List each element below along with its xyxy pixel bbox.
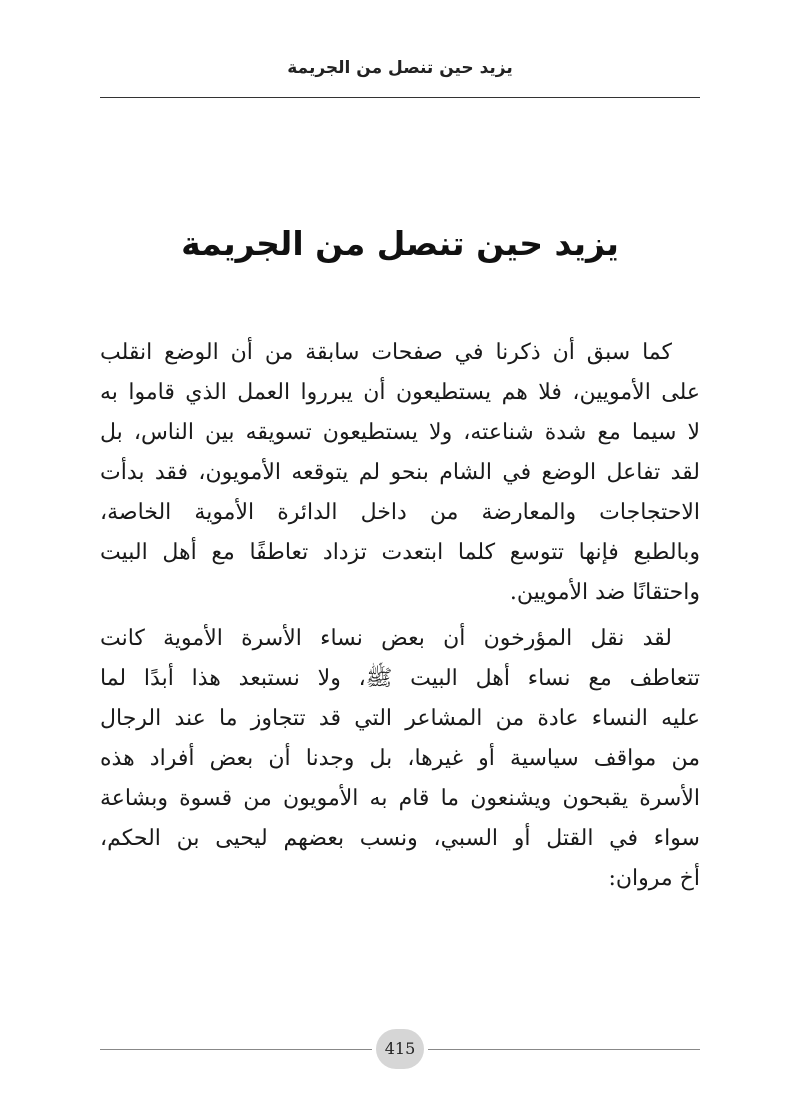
running-header: يزيد حين تنصل من الجريمة	[287, 58, 513, 78]
text-line: كما سبق أن ذكرنا في صفحات سابقة من أن الوضع انقلب	[100, 340, 672, 365]
text-line: عليه النساء عادة من المشاعر التي قد تتجاوز ما عند الرجال	[100, 706, 700, 731]
text-line: تتعاطف مع نساء أهل البيت ﷺ، ولا نستبعد هذا أبدًا لما	[100, 666, 700, 691]
text-line: من مواقف سياسية أو غيرها، بل وجدنا أن بعض أفراد هذه	[100, 746, 700, 771]
header-divider	[100, 97, 700, 98]
text-line: وبالطبع فإنها تتوسع كلما ابتعدت تزداد تعاطفًا مع أهل البيت	[100, 540, 700, 565]
text-line: لقد تفاعل الوضع في الشام بنحو لم يتوقعه الأمويون، فقد بدأت	[100, 460, 700, 485]
text-line: لقد نقل المؤرخون أن بعض نساء الأسرة الأموية كانت	[100, 626, 672, 651]
paragraph-2	[100, 619, 700, 899]
text-line: الأسرة يقبحون ويشنعون ما قام به الأمويون من قسوة وبشاعة	[100, 786, 700, 811]
text-line: أخ مروان:	[608, 866, 700, 891]
text-line: سواء في القتل أو السبي، ونسب بعضهم ليحيى بن الحكم،	[100, 826, 700, 851]
chapter-title: يزيد حين تنصل من الجريمة	[181, 224, 619, 263]
text-line: لا سيما مع شدة شناعته، ولا يستطيعون تسويقه بين الناس، بل	[100, 420, 700, 445]
footer-divider-left	[100, 1049, 372, 1050]
footer-divider-right	[428, 1049, 700, 1050]
text-line: واحتقانًا ضد الأمويين.	[509, 580, 700, 605]
paragraph-1	[100, 333, 700, 613]
text-line: الاحتجاجات والمعارضة من داخل الدائرة الأموية الخاصة،	[100, 500, 700, 525]
body-text	[100, 333, 700, 899]
page-number: 415	[376, 1029, 424, 1069]
text-line: على الأمويين، فلا هم يستطيعون أن يبرروا العمل الذي قاموا به	[100, 380, 700, 405]
